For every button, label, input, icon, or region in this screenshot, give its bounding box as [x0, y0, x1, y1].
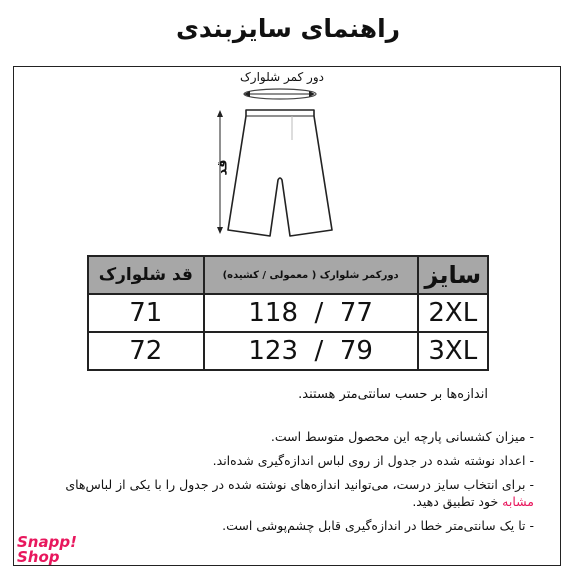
units-note: اندازه‌ها بر حسب سانتی‌متر هستند.: [298, 387, 488, 402]
logo-line: Snapp!: [17, 533, 77, 551]
note-accent-word: مشابه: [502, 494, 534, 509]
page-title: راهنمای سایزبندی: [175, 14, 401, 43]
height-label: قد: [215, 159, 231, 176]
snapp-shop-logo: [17, 535, 79, 565]
row-waist: 118 / 77: [204, 294, 418, 332]
row-size: 2XL: [418, 294, 488, 332]
row-height: 71: [88, 294, 204, 332]
table-row: [88, 294, 488, 332]
note-text: خود تطبیق دهید.: [412, 494, 503, 509]
table-row: [88, 332, 488, 370]
logo-line: Shop: [17, 548, 60, 566]
row-size: 3XL: [418, 332, 488, 370]
note-text: - برای انتخاب سایز درست، می‌توانید اندازه‌های نوشته شده در جدول را با یکی از لباس‌های: [65, 477, 534, 492]
header-size: سایز: [418, 256, 488, 294]
header-height: قد شلوارک: [88, 256, 204, 294]
size-table: [87, 255, 489, 371]
row-waist: 123 / 79: [204, 332, 418, 370]
row-height: 72: [88, 332, 204, 370]
notes-list: [64, 428, 534, 541]
waist-label: دور کمر شلوارک: [240, 70, 324, 84]
list-item: - میزان کشسانی پارچه این محصول متوسط است.: [270, 429, 534, 444]
list-item: - اعداد نوشته شده در جدول از روی لباس اندازه‌گیری شده‌اند.: [212, 453, 534, 468]
list-item: - تا یک سانتی‌متر خطا در اندازه‌گیری قابل چشم‌پوشی است.: [222, 518, 534, 533]
list-item: [64, 476, 534, 510]
header-waist: دورکمر شلوارک ( معمولی / کشیده): [204, 256, 418, 294]
table-header-row: [88, 256, 488, 294]
